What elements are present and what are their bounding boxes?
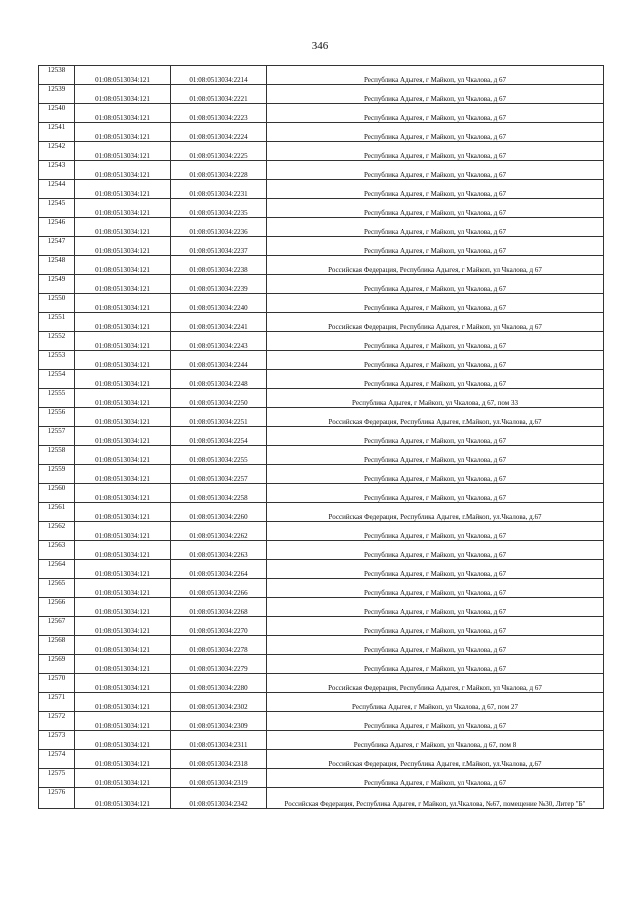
cadastral-number: 01:08:0513034:2231 <box>171 180 267 199</box>
address: Республика Адыгея, г Майкоп, ул Чкалова, д 67 <box>267 560 604 579</box>
address: Республика Адыгея, г Майкоп, ул Чкалова, д 67 <box>267 123 604 142</box>
row-number: 12573 <box>39 731 75 750</box>
parent-cadastral-number: 01:08:0513034:121 <box>75 275 171 294</box>
cadastral-number: 01:08:0513034:2228 <box>171 161 267 180</box>
table-row <box>39 503 604 522</box>
parent-cadastral-number: 01:08:0513034:121 <box>75 332 171 351</box>
parent-cadastral-number: 01:08:0513034:121 <box>75 370 171 389</box>
table-row <box>39 560 604 579</box>
table-row <box>39 750 604 769</box>
parent-cadastral-number: 01:08:0513034:121 <box>75 237 171 256</box>
row-number: 12544 <box>39 180 75 199</box>
cadastral-number: 01:08:0513034:2236 <box>171 218 267 237</box>
parent-cadastral-number: 01:08:0513034:121 <box>75 579 171 598</box>
address: Республика Адыгея, г Майкоп, ул Чкалова, д 67 <box>267 218 604 237</box>
address: Республика Адыгея, г Майкоп, ул Чкалова, д 67 <box>267 465 604 484</box>
cadastral-number: 01:08:0513034:2248 <box>171 370 267 389</box>
row-number: 12569 <box>39 655 75 674</box>
row-number: 12555 <box>39 389 75 408</box>
parent-cadastral-number: 01:08:0513034:121 <box>75 180 171 199</box>
cadastral-number: 01:08:0513034:2214 <box>171 66 267 85</box>
table-body <box>39 66 604 809</box>
parent-cadastral-number: 01:08:0513034:121 <box>75 788 171 809</box>
row-number: 12551 <box>39 313 75 332</box>
address: Республика Адыгея, г Майкоп, ул Чкалова, д 67, пом 33 <box>267 389 604 408</box>
table-row <box>39 541 604 560</box>
address: Республика Адыгея, г Майкоп, ул Чкалова, д 67 <box>267 237 604 256</box>
cadastral-number: 01:08:0513034:2243 <box>171 332 267 351</box>
parent-cadastral-number: 01:08:0513034:121 <box>75 85 171 104</box>
page-number: 346 <box>311 40 329 52</box>
row-number: 12541 <box>39 123 75 142</box>
row-number: 12554 <box>39 370 75 389</box>
table-row <box>39 655 604 674</box>
table-row <box>39 427 604 446</box>
cadastral-number: 01:08:0513034:2318 <box>171 750 267 769</box>
parent-cadastral-number: 01:08:0513034:121 <box>75 503 171 522</box>
address: Республика Адыгея, г Майкоп, ул Чкалова, д 67 <box>267 199 604 218</box>
table-row <box>39 389 604 408</box>
address: Республика Адыгея, г Майкоп, ул Чкалова, д 67 <box>267 104 604 123</box>
table-row <box>39 769 604 788</box>
table-row <box>39 161 604 180</box>
table-row <box>39 522 604 541</box>
row-number: 12568 <box>39 636 75 655</box>
row-number: 12567 <box>39 617 75 636</box>
parent-cadastral-number: 01:08:0513034:121 <box>75 123 171 142</box>
parent-cadastral-number: 01:08:0513034:121 <box>75 598 171 617</box>
cadastral-number: 01:08:0513034:2250 <box>171 389 267 408</box>
table-row <box>39 180 604 199</box>
address: Республика Адыгея, г Майкоп, ул Чкалова, д 67 <box>267 294 604 313</box>
parent-cadastral-number: 01:08:0513034:121 <box>75 104 171 123</box>
parent-cadastral-number: 01:08:0513034:121 <box>75 541 171 560</box>
table-row <box>39 332 604 351</box>
cadastral-number: 01:08:0513034:2254 <box>171 427 267 446</box>
row-number: 12552 <box>39 332 75 351</box>
address: Республика Адыгея, г Майкоп, ул Чкалова, д 67 <box>267 370 604 389</box>
table-row <box>39 731 604 750</box>
address: Российская Федерация, Республика Адыгея, г.Майкоп, ул.Чкалова, д.67 <box>267 503 604 522</box>
table-row <box>39 85 604 104</box>
row-number: 12539 <box>39 85 75 104</box>
cadastral-number: 01:08:0513034:2264 <box>171 560 267 579</box>
parent-cadastral-number: 01:08:0513034:121 <box>75 142 171 161</box>
row-number: 12547 <box>39 237 75 256</box>
parent-cadastral-number: 01:08:0513034:121 <box>75 560 171 579</box>
parent-cadastral-number: 01:08:0513034:121 <box>75 294 171 313</box>
address: Республика Адыгея, г Майкоп, ул Чкалова, д 67 <box>267 655 604 674</box>
table-row <box>39 313 604 332</box>
table-row <box>39 123 604 142</box>
table-row <box>39 66 604 85</box>
table-row <box>39 370 604 389</box>
row-number: 12562 <box>39 522 75 541</box>
address: Республика Адыгея, г Майкоп, ул Чкалова, д 67 <box>267 161 604 180</box>
cadastral-number: 01:08:0513034:2280 <box>171 674 267 693</box>
row-number: 12542 <box>39 142 75 161</box>
address: Российская Федерация, Республика Адыгея, г Майкоп, ул Чкалова, д 67 <box>267 674 604 693</box>
parent-cadastral-number: 01:08:0513034:121 <box>75 674 171 693</box>
table-row <box>39 446 604 465</box>
row-number: 12550 <box>39 294 75 313</box>
parent-cadastral-number: 01:08:0513034:121 <box>75 408 171 427</box>
cadastral-number: 01:08:0513034:2241 <box>171 313 267 332</box>
table-row <box>39 788 604 809</box>
row-number: 12540 <box>39 104 75 123</box>
table-row <box>39 256 604 275</box>
cadastral-number: 01:08:0513034:2235 <box>171 199 267 218</box>
table-row <box>39 636 604 655</box>
parent-cadastral-number: 01:08:0513034:121 <box>75 617 171 636</box>
parent-cadastral-number: 01:08:0513034:121 <box>75 313 171 332</box>
address: Республика Адыгея, г Майкоп, ул Чкалова, д 67 <box>267 617 604 636</box>
row-number: 12561 <box>39 503 75 522</box>
table-row <box>39 579 604 598</box>
address: Республика Адыгея, г Майкоп, ул Чкалова, д 67, пом 27 <box>267 693 604 712</box>
address: Республика Адыгея, г Майкоп, ул Чкалова, д 67 <box>267 332 604 351</box>
address: Республика Адыгея, г Майкоп, ул Чкалова, д 67 <box>267 142 604 161</box>
parent-cadastral-number: 01:08:0513034:121 <box>75 484 171 503</box>
address: Республика Адыгея, г Майкоп, ул Чкалова, д 67 <box>267 351 604 370</box>
address: Республика Адыгея, г Майкоп, ул Чкалова, д 67 <box>267 180 604 199</box>
parent-cadastral-number: 01:08:0513034:121 <box>75 218 171 237</box>
address: Республика Адыгея, г Майкоп, ул Чкалова, д 67 <box>267 769 604 788</box>
parent-cadastral-number: 01:08:0513034:121 <box>75 427 171 446</box>
cadastral-number: 01:08:0513034:2251 <box>171 408 267 427</box>
row-number: 12574 <box>39 750 75 769</box>
parent-cadastral-number: 01:08:0513034:121 <box>75 522 171 541</box>
row-number: 12543 <box>39 161 75 180</box>
address: Республика Адыгея, г Майкоп, ул Чкалова, д 67 <box>267 275 604 294</box>
address: Республика Адыгея, г Майкоп, ул Чкалова, д 67 <box>267 484 604 503</box>
address: Российская Федерация, Республика Адыгея, г.Майкоп, ул.Чкалова, д.67 <box>267 408 604 427</box>
parent-cadastral-number: 01:08:0513034:121 <box>75 66 171 85</box>
address: Республика Адыгея, г Майкоп, ул Чкалова, д 67 <box>267 427 604 446</box>
row-number: 12548 <box>39 256 75 275</box>
address: Республика Адыгея, г Майкоп, ул Чкалова, д 67 <box>267 446 604 465</box>
cadastral-number: 01:08:0513034:2311 <box>171 731 267 750</box>
address: Республика Адыгея, г Майкоп, ул Чкалова, д 67 <box>267 712 604 731</box>
table-row <box>39 294 604 313</box>
parent-cadastral-number: 01:08:0513034:121 <box>75 161 171 180</box>
parent-cadastral-number: 01:08:0513034:121 <box>75 351 171 370</box>
parent-cadastral-number: 01:08:0513034:121 <box>75 389 171 408</box>
table-row <box>39 693 604 712</box>
row-number: 12560 <box>39 484 75 503</box>
cadastral-number: 01:08:0513034:2302 <box>171 693 267 712</box>
cadastral-number: 01:08:0513034:2240 <box>171 294 267 313</box>
parent-cadastral-number: 01:08:0513034:121 <box>75 199 171 218</box>
table-row <box>39 237 604 256</box>
cadastral-number: 01:08:0513034:2278 <box>171 636 267 655</box>
cadastral-number: 01:08:0513034:2268 <box>171 598 267 617</box>
parent-cadastral-number: 01:08:0513034:121 <box>75 731 171 750</box>
row-number: 12549 <box>39 275 75 294</box>
address: Республика Адыгея, г Майкоп, ул Чкалова, д 67 <box>267 598 604 617</box>
parent-cadastral-number: 01:08:0513034:121 <box>75 750 171 769</box>
parent-cadastral-number: 01:08:0513034:121 <box>75 712 171 731</box>
cadastral-number: 01:08:0513034:2263 <box>171 541 267 560</box>
row-number: 12546 <box>39 218 75 237</box>
table-row <box>39 408 604 427</box>
row-number: 12576 <box>39 788 75 809</box>
table-row <box>39 465 604 484</box>
table-row <box>39 218 604 237</box>
row-number: 12571 <box>39 693 75 712</box>
row-number: 12556 <box>39 408 75 427</box>
cadastral-number: 01:08:0513034:2238 <box>171 256 267 275</box>
parent-cadastral-number: 01:08:0513034:121 <box>75 256 171 275</box>
address: Российская Федерация, Республика Адыгея, г Майкоп, ул Чкалова, д 67 <box>267 313 604 332</box>
parent-cadastral-number: 01:08:0513034:121 <box>75 655 171 674</box>
address: Республика Адыгея, г Майкоп, ул Чкалова, д 67 <box>267 541 604 560</box>
address: Республика Адыгея, г Майкоп, ул Чкалова, д 67 <box>267 579 604 598</box>
cadastral-number: 01:08:0513034:2266 <box>171 579 267 598</box>
cadastral-number: 01:08:0513034:2270 <box>171 617 267 636</box>
parent-cadastral-number: 01:08:0513034:121 <box>75 446 171 465</box>
address: Республика Адыгея, г Майкоп, ул Чкалова, д 67, пом 8 <box>267 731 604 750</box>
cadastral-number: 01:08:0513034:2309 <box>171 712 267 731</box>
row-number: 12538 <box>39 66 75 85</box>
parent-cadastral-number: 01:08:0513034:121 <box>75 636 171 655</box>
table-row <box>39 142 604 161</box>
address: Республика Адыгея, г Майкоп, ул Чкалова, д 67 <box>267 66 604 85</box>
address: Российская Федерация, Республика Адыгея, г.Майкоп, ул.Чкалова, д.67 <box>267 750 604 769</box>
address: Республика Адыгея, г Майкоп, ул Чкалова, д 67 <box>267 522 604 541</box>
cadastral-number: 01:08:0513034:2279 <box>171 655 267 674</box>
cadastral-number: 01:08:0513034:2262 <box>171 522 267 541</box>
table-row <box>39 275 604 294</box>
table-row <box>39 598 604 617</box>
row-number: 12563 <box>39 541 75 560</box>
row-number: 12558 <box>39 446 75 465</box>
row-number: 12570 <box>39 674 75 693</box>
address: Республика Адыгея, г Майкоп, ул Чкалова, д 67 <box>267 85 604 104</box>
cadastral-number: 01:08:0513034:2237 <box>171 237 267 256</box>
parent-cadastral-number: 01:08:0513034:121 <box>75 693 171 712</box>
cadastral-number: 01:08:0513034:2221 <box>171 85 267 104</box>
cadastral-number: 01:08:0513034:2255 <box>171 446 267 465</box>
table-row <box>39 712 604 731</box>
row-number: 12545 <box>39 199 75 218</box>
cadastral-number: 01:08:0513034:2244 <box>171 351 267 370</box>
row-number: 12564 <box>39 560 75 579</box>
table-row <box>39 199 604 218</box>
cadastral-table <box>38 65 604 809</box>
row-number: 12566 <box>39 598 75 617</box>
parent-cadastral-number: 01:08:0513034:121 <box>75 769 171 788</box>
cadastral-number: 01:08:0513034:2319 <box>171 769 267 788</box>
address: Российская Федерация, Республика Адыгея, г Майкоп, ул.Чкалова, №67, помещение №30, Литер "Б" <box>267 788 604 809</box>
row-number: 12572 <box>39 712 75 731</box>
cadastral-number: 01:08:0513034:2239 <box>171 275 267 294</box>
row-number: 12553 <box>39 351 75 370</box>
address: Российская Федерация, Республика Адыгея, г Майкоп, ул Чкалова, д 67 <box>267 256 604 275</box>
cadastral-number: 01:08:0513034:2258 <box>171 484 267 503</box>
table-row <box>39 484 604 503</box>
table-row <box>39 617 604 636</box>
row-number: 12557 <box>39 427 75 446</box>
cadastral-number: 01:08:0513034:2260 <box>171 503 267 522</box>
table-row <box>39 351 604 370</box>
table-row <box>39 104 604 123</box>
table-row <box>39 674 604 693</box>
cadastral-number: 01:08:0513034:2342 <box>171 788 267 809</box>
row-number: 12559 <box>39 465 75 484</box>
row-number: 12565 <box>39 579 75 598</box>
cadastral-number: 01:08:0513034:2257 <box>171 465 267 484</box>
row-number: 12575 <box>39 769 75 788</box>
address: Республика Адыгея, г Майкоп, ул Чкалова, д 67 <box>267 636 604 655</box>
cadastral-number: 01:08:0513034:2224 <box>171 123 267 142</box>
cadastral-number: 01:08:0513034:2223 <box>171 104 267 123</box>
cadastral-number: 01:08:0513034:2225 <box>171 142 267 161</box>
parent-cadastral-number: 01:08:0513034:121 <box>75 465 171 484</box>
